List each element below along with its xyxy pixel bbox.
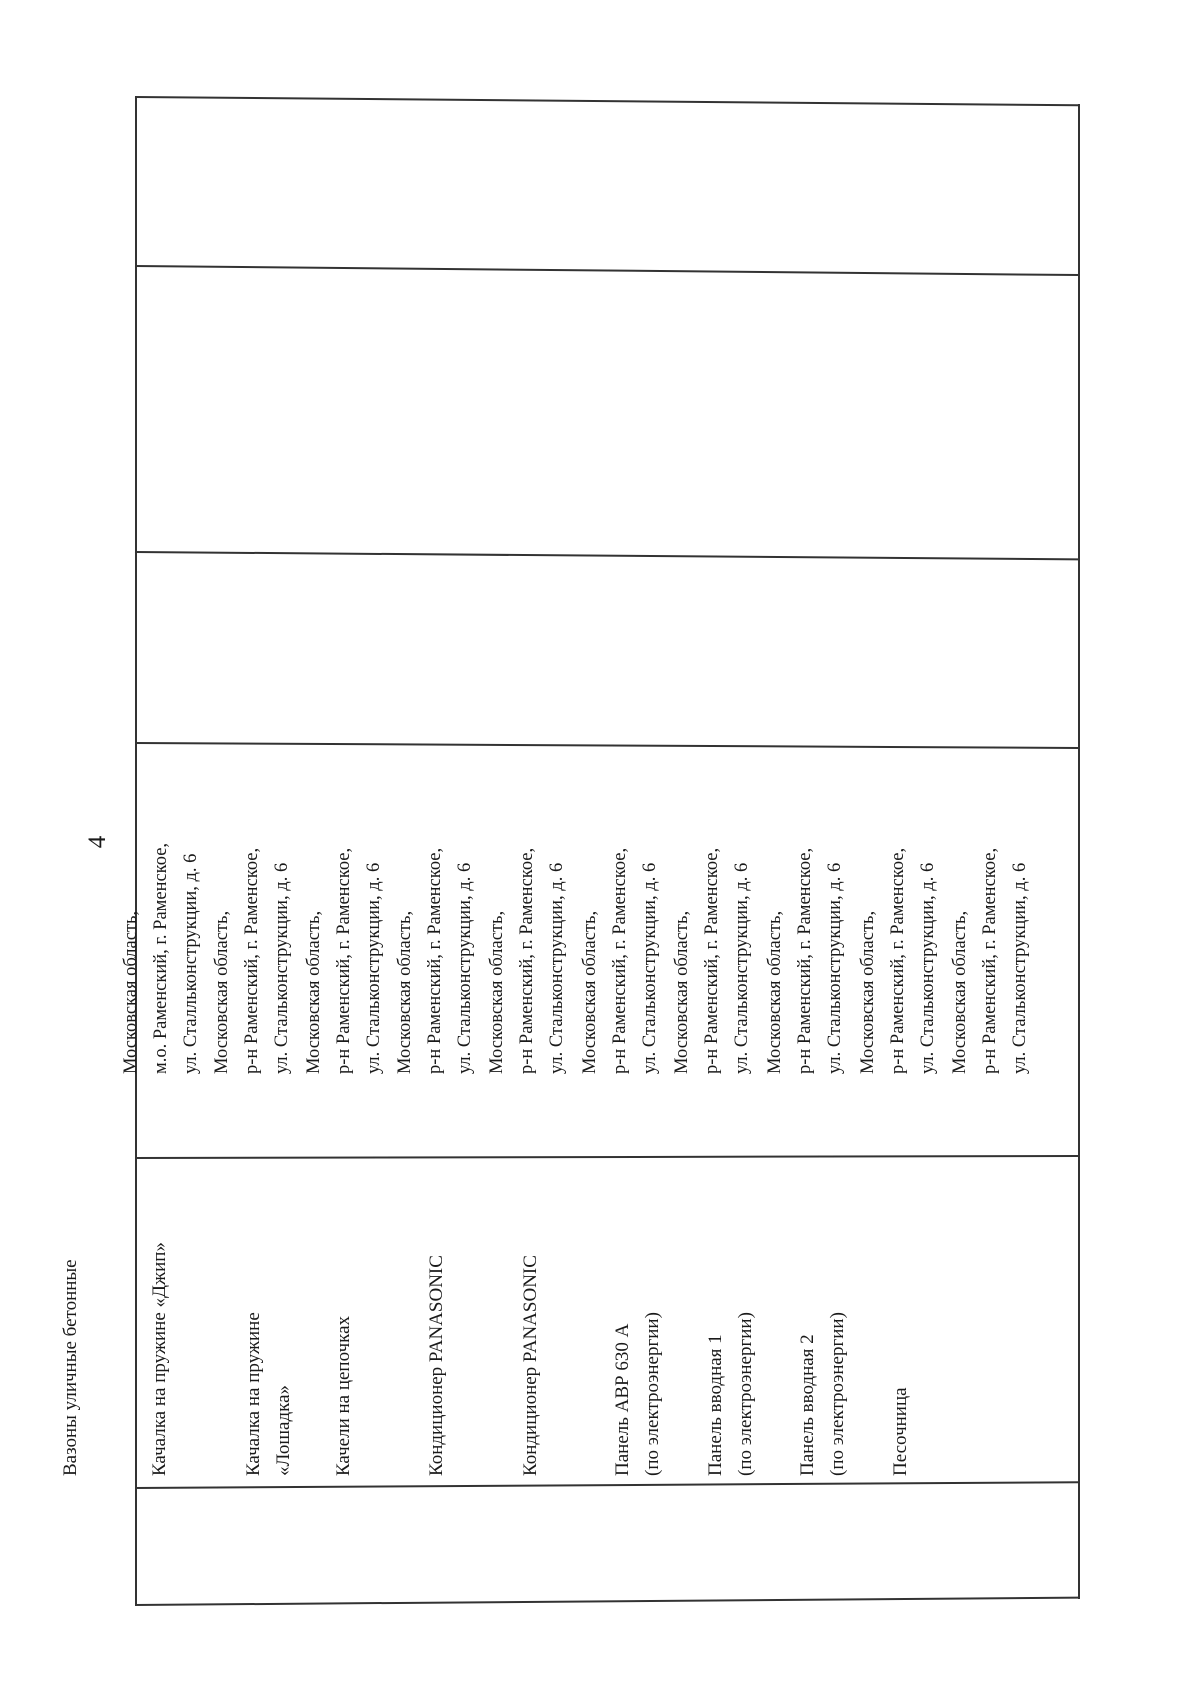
item-address: ул. Стальконструкции, д. 6 xyxy=(1010,862,1030,1074)
column-divider xyxy=(135,265,1079,276)
item-address: Московская область, xyxy=(765,910,785,1074)
item-address: м.о. Раменский, г. Раменское, xyxy=(151,842,171,1074)
item-address: ул. Стальконструкции, д. 6 xyxy=(640,862,660,1074)
item-address-cell xyxy=(756,660,856,1080)
item-address-cell xyxy=(478,660,578,1080)
item-address: р-н Раменский, г. Раменское, xyxy=(334,847,354,1074)
item-name: Панель вводная 1 xyxy=(705,1334,726,1476)
item-name: Кондиционер PANASONIC xyxy=(426,1255,447,1476)
column-divider xyxy=(135,1155,1079,1158)
item-address-cell xyxy=(112,660,212,1080)
item-address: ул. Стальконструкции, д. 6 xyxy=(825,862,845,1074)
item-address-cell xyxy=(941,660,1041,1080)
item-address: р-н Раменский, г. Раменское, xyxy=(702,847,722,1074)
item-address: р-н Раменский, г. Раменское, xyxy=(795,847,815,1074)
item-address: р-н Раменский, г. Раменское, xyxy=(610,847,630,1074)
item-name: Песочница xyxy=(890,1387,911,1476)
item-name: (по электроэнергии) xyxy=(827,1312,848,1476)
item-address-cell xyxy=(849,660,949,1080)
item-address: Московская область, xyxy=(580,910,600,1074)
item-address-cell xyxy=(203,660,303,1080)
item-name: (по электроэнергии) xyxy=(735,1312,756,1476)
item-address: Московская область, xyxy=(121,910,141,1074)
item-address: Московская область, xyxy=(950,910,970,1074)
item-address: Московская область, xyxy=(858,910,878,1074)
item-name: Кондиционер PANASONIC xyxy=(520,1255,541,1476)
column-divider xyxy=(135,1481,1079,1488)
item-address: Московская область, xyxy=(304,910,324,1074)
item-address: Московская область, xyxy=(212,910,232,1074)
item-address: р-н Раменский, г. Раменское, xyxy=(517,847,537,1074)
item-name: Панель вводная 2 xyxy=(797,1334,818,1476)
item-address: ул. Стальконструкции, д. 6 xyxy=(547,862,567,1074)
item-address: р-н Раменский, г. Раменское, xyxy=(425,847,445,1074)
item-name: Качалка на пружине xyxy=(243,1312,264,1476)
item-name: Вазоны уличные бетонные xyxy=(60,1259,81,1476)
item-address-cell xyxy=(295,660,395,1080)
item-address: р-н Раменский, г. Раменское, xyxy=(980,847,1000,1074)
item-address: ул. Стальконструкции, д. 6 xyxy=(272,862,292,1074)
table-border-right xyxy=(1078,104,1080,1599)
item-address: р-н Раменский, г. Раменское, xyxy=(242,847,262,1074)
item-address-cell xyxy=(663,660,763,1080)
page-number: 4 xyxy=(84,835,111,849)
item-name: (по электроэнергии) xyxy=(642,1312,663,1476)
item-address: ул. Стальконструкции, д. 6 xyxy=(918,862,938,1074)
table-border-top xyxy=(135,96,1079,106)
column-divider xyxy=(135,551,1079,560)
item-address: ул. Стальконструкции, д. 6 xyxy=(364,862,384,1074)
item-address: Московская область, xyxy=(395,910,415,1074)
item-name: Качели на цепочках xyxy=(333,1315,354,1476)
item-name: Качалка на пружине «Джип» xyxy=(149,1242,170,1476)
table-border-bottom xyxy=(135,1597,1079,1606)
item-address-cell xyxy=(386,660,486,1080)
item-address: ул. Стальконструкции, д. 6 xyxy=(732,862,752,1074)
item-address: Московская область, xyxy=(672,910,692,1074)
item-name: «Лошадка» xyxy=(273,1384,294,1476)
item-name: Панель АВР 630 А xyxy=(612,1323,633,1476)
item-address-cell xyxy=(571,660,671,1080)
item-name-cell xyxy=(882,1162,1058,1482)
item-address: ул. Стальконструкции, д. 6 xyxy=(455,862,475,1074)
item-address: ул. Сталльконструкции, д. 6 xyxy=(181,853,201,1074)
item-address: Московская область, xyxy=(487,910,507,1074)
item-address: р-н Раменский, г. Раменское, xyxy=(888,847,908,1074)
